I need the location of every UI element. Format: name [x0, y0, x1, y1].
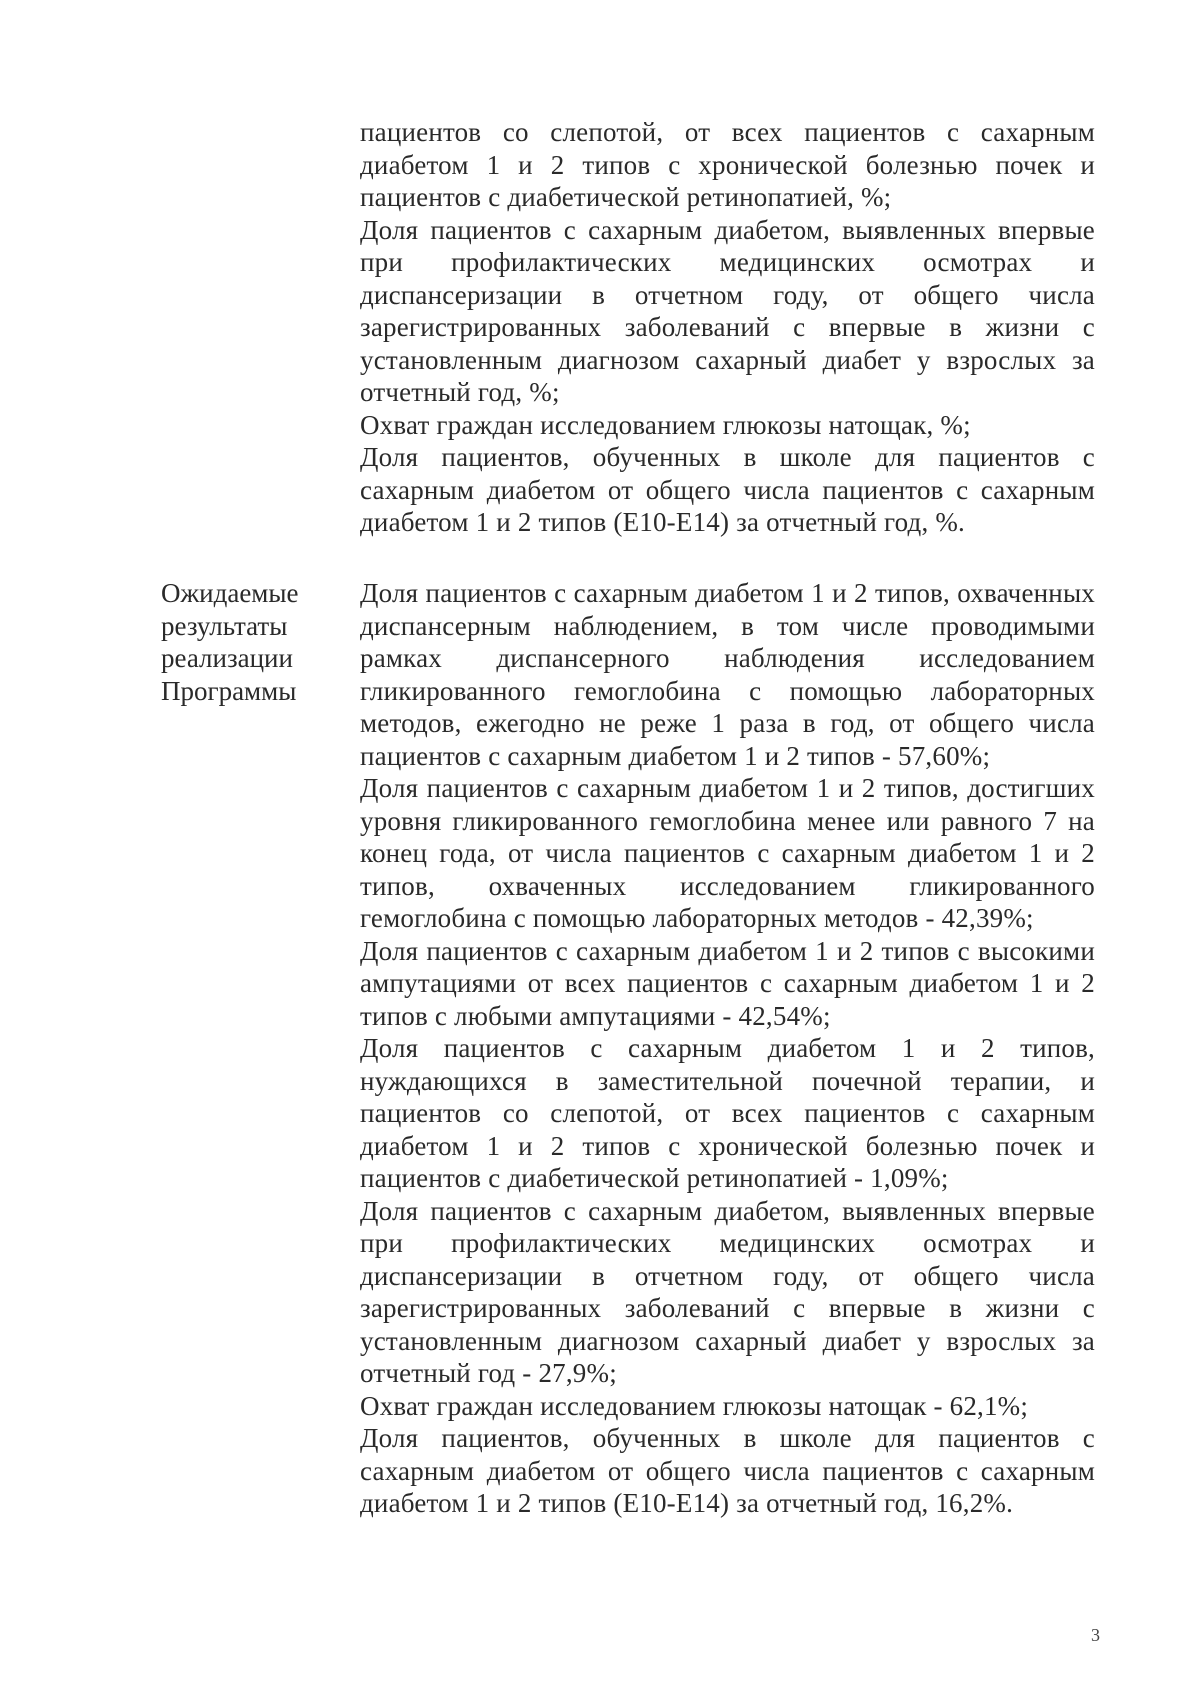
top-paragraph-1: пациентов со слепотой, от всех пациентов с сахарным диабетом 1 и 2 типов с хронической болезнью почек и пациентов с диабетической ретинопатией, %;	[360, 117, 1095, 212]
section-label	[161, 577, 361, 707]
result-paragraph-1: Доля пациентов с сахарным диабетом 1 и 2 типов, охваченных диспансерным наблюдением, в том числе проводимыми рамках диспансерного наблюдения исследованием гликированного гемоглобина с помощью лабораторных методов, ежегодно не реже 1 раза в год, от общего числа пациентов с сахарным диабетом 1 и 2 типов - 57,60%;	[360, 578, 1095, 771]
result-paragraph-2: Доля пациентов с сахарным диабетом 1 и 2 типов, достигших уровня гликированного гемоглобина менее или равного 7 на конец года, от числа пациентов с сахарным диабетом 1 и 2 типов, охваченных исследованием гликированного гемоглобина с помощью лабораторных методов - 42,39%;	[360, 773, 1095, 933]
top-paragraph-3: Охват граждан исследованием глюкозы натощак, %;	[360, 409, 971, 440]
result-paragraph-6: Охват граждан исследованием глюкозы натощак - 62,1%;	[360, 1390, 1029, 1421]
top-text-block	[360, 116, 1095, 539]
top-paragraph-2: Доля пациентов с сахарным диабетом, выявленных впервые при профилактических медицинских осмотрах и диспансеризации в отчетном году, от общего числа зарегистрированных заболеваний с впервые в жизни с установленным диагнозом сахарный диабет у взрослых за отчетный год, %;	[360, 214, 1095, 407]
results-text-block	[360, 577, 1095, 1520]
page-number: 3	[1091, 1625, 1100, 1645]
top-paragraph-4: Доля пациентов, обученных в школе для пациентов с сахарным диабетом от общего числа пациентов с сахарным диабетом 1 и 2 типов (Е10-Е14) за отчетный год, %.	[360, 442, 1095, 537]
result-paragraph-4: Доля пациентов с сахарным диабетом 1 и 2 типов, нуждающихся в заместительной почечной терапии, и пациентов со слепотой, от всех пациентов с сахарным диабетом 1 и 2 типов с хронической болезнью почек и пациентов с диабетической ретинопатией - 1,09%;	[360, 1033, 1095, 1193]
result-paragraph-7: Доля пациентов, обученных в школе для пациентов с сахарным диабетом от общего числа пациентов с сахарным диабетом 1 и 2 типов (Е10-Е14) за отчетный год, 16,2%.	[360, 1423, 1095, 1518]
section-label-line: реализации	[161, 643, 293, 673]
section-label-line: результаты	[161, 610, 288, 641]
section-label-line: Ожидаемые	[161, 578, 299, 608]
section-label-line: Программы	[161, 675, 297, 706]
result-paragraph-5: Доля пациентов с сахарным диабетом, выявленных впервые при профилактических медицинских осмотрах и диспансеризации в отчетном году, от общего числа зарегистрированных заболеваний с впервые в жизни с установленным диагнозом сахарный диабет у взрослых за отчетный год - 27,9%;	[360, 1195, 1095, 1388]
result-paragraph-3: Доля пациентов с сахарным диабетом 1 и 2 типов с высокими ампутациями от всех пациентов с сахарным диабетом 1 и 2 типов с любыми ампутациями - 42,54%;	[360, 935, 1095, 1031]
